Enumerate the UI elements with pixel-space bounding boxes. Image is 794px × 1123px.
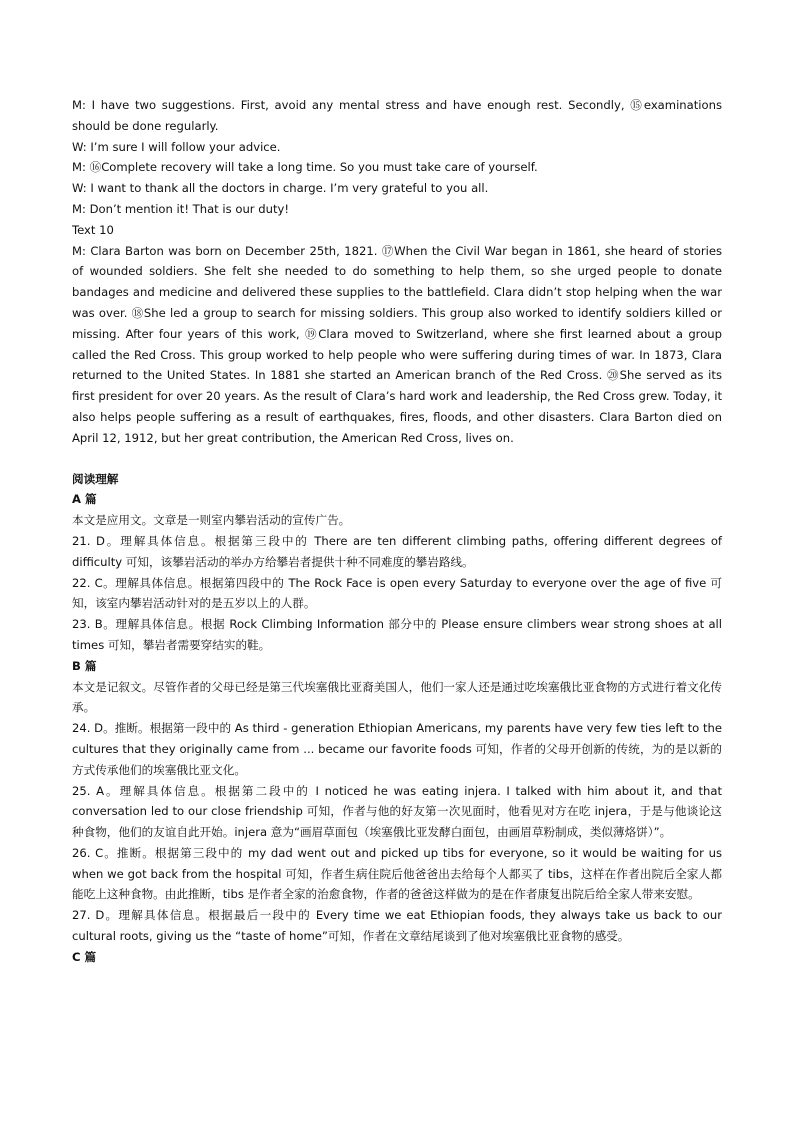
text10-label: Text 10 xyxy=(72,222,114,237)
answer-item: 24. D。推断。根据第一段中的 As third - generation Ethiopian Americans, my parents have very few ties left to the cultures that they originally came from ... became our favorite foods 可知，作者的父母开创新的传统，为的是以新的方式传承他们的埃塞俄比亚文化。 xyxy=(72,721,722,777)
dialogue-line: M: I have two suggestions. First, avoid any mental stress and have enough rest. Secondly, ⑮examinations should be done regularly. xyxy=(72,98,722,133)
dialogue-line: M: Don’t mention it! That is our duty! xyxy=(72,201,290,216)
answer-item: 21. D。理解具体信息。根据第三段中的 There are ten different climbing paths, offering different degrees of difficulty 可知，该攀岩活动的举办方给攀岩者提供十种不同难度的攀岩路线。 xyxy=(72,533,722,569)
document-page xyxy=(72,95,722,968)
answer-item: 25. A。理解具体信息。根据第二段中的 I noticed he was eating injera. I talked with him about it, and that conversation led to our close friendship 可知，作者与他的好友第一次见面时，他看见对方在吃 injera，于是与他谈论这种食物，他们的友谊自此开始。injera 意为“画眉草面包（埃塞俄比亚发酵白面包，由画眉草粉制成，类似薄烙饼）”。 xyxy=(72,783,722,840)
section-a-label: A 篇 xyxy=(72,492,97,507)
section-a-intro: 本文是应用文。文章是一则室内攀岩活动的宣传广告。 xyxy=(72,513,351,528)
spacer xyxy=(72,449,722,469)
section-b-label: B 篇 xyxy=(72,658,97,673)
answer-item: 26. C。推断。根据第三段中的 my dad went out and picked up tibs for everyone, so it would be waiting for us when we got back from the hospital 可知，作者生病住院后他爸爸出去给每个人都买了 tibs，这样在作者出院后全家人都能吃上这种食物。由此推断，tibs 是作者全家的治愈食物，作者的爸爸这样做为的是在作者康复出院后给全家人带来安慰。 xyxy=(72,845,722,902)
section-b-intro: 本文是记叙文。尽管作者的父母已经是第三代埃塞俄比亚裔美国人，他们一家人还是通过吃埃塞俄比亚食物的方式进行着文化传承。 xyxy=(72,679,722,715)
reading-title: 阅读理解 xyxy=(72,471,119,486)
text10-body: M: Clara Barton was born on December 25th, 1821. ⑰When the Civil War began in 1861, she heard of stories of wounded soldiers. She felt she needed to do something to help them, so she urged people to donate bandages and medicine and delivered these supplies to the battlefield. Clara didn’t stop helping when the war was over. ⑱She led a group to search for missing soldiers. This group also worked to identify soldiers killed or missing. After four years of this work, ⑲Clara moved to Switzerland, where she first learned about a group called the Red Cross. This group worked to help people who were suffering during times of war. In 1873, Clara returned to the United States. In 1881 she started an American branch of the Red Cross. ⑳She served as its first president for over 20 years. As the result of Clara’s hard work and leadership, the Red Cross grew. Today, it also helps people suffering as a result of earthquakes, fires, floods, and other disasters. Clara Barton died on April 12, 1912, but her great contribution, the American Red Cross, lives on. xyxy=(72,243,722,445)
answer-item: 27. D。理解具体信息。根据最后一段中的 Every time we eat Ethiopian foods, they always take us back to our cultural roots, giving us the “taste of home”可知，作者在文章结尾谈到了他对埃塞俄比亚食物的感受。 xyxy=(72,908,722,944)
answer-item: 22. C。理解具体信息。根据第四段中的 The Rock Face is open every Saturday to everyone over the age of five 可知，该室内攀岩活动针对的是五岁以上的人群。 xyxy=(72,575,722,611)
section-c-label: C 篇 xyxy=(72,949,97,964)
dialogue-line: M: ⑯Complete recovery will take a long time. So you must take care of yourself. xyxy=(72,160,538,175)
dialogue-line: W: I want to thank all the doctors in charge. I’m very grateful to you all. xyxy=(72,181,489,196)
dialogue-line: W: I’m sure I will follow your advice. xyxy=(72,139,281,154)
answer-item: 23. B。理解具体信息。根据 Rock Climbing Information 部分中的 Please ensure climbers wear strong shoes at all times 可知，攀岩者需要穿结实的鞋。 xyxy=(72,617,722,652)
